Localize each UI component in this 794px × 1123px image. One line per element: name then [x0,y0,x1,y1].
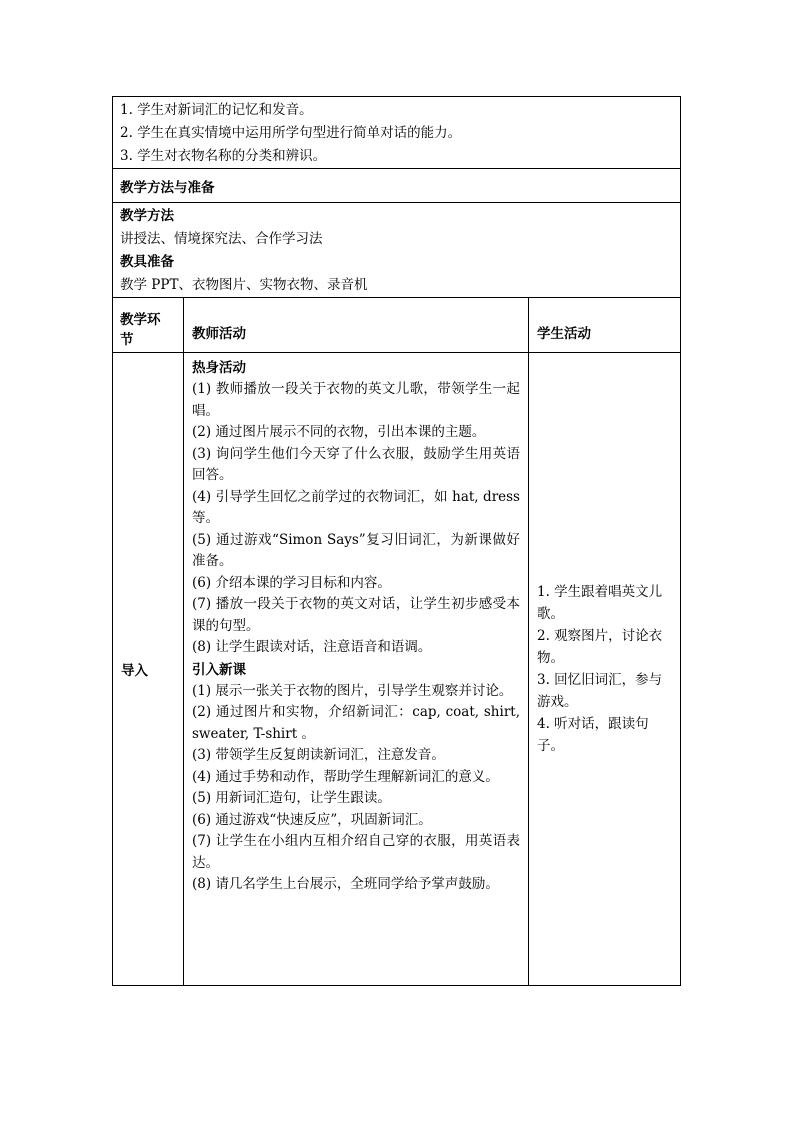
methods-prep-block [112,202,681,298]
student-activity-item: 3. 回忆旧词汇，参与游戏。 [537,672,663,710]
warmup-step: (5) 通过游戏“Simon Says”复习旧词汇，为新课做好准备。 [192,531,520,569]
student-activity-cell [529,353,681,986]
student-activity-item: 2. 观察图片，讨论衣物。 [537,628,663,666]
teacher-activity-cell [184,353,529,986]
stage-cell: 导入 [113,353,184,986]
warmup-step: (3) 询问学生他们今天穿了什么衣服，鼓励学生用英语回答。 [192,445,520,483]
student-header: 学生活动 [529,298,681,353]
new-lesson-step: (5) 用新词汇造句，让学生跟读。 [192,790,391,806]
warmup-step: (8) 让学生跟读对话，注意语音和语调。 [192,639,432,655]
warmup-step: (4) 引导学生回忆之前学过的衣物词汇，如 hat, dress 等。 [192,488,520,526]
new-lesson-title: 引入新课 [192,661,246,678]
new-lesson-step: (7) 让学生在小组内互相介绍自己穿的衣服，用英语表达。 [192,833,520,871]
objective-item: 2. 学生在真实情境中运用所学句型进行简单对话的能力。 [120,125,462,141]
activity-table [112,297,681,986]
methods-heading: 教学方法 [120,208,174,224]
document-page [112,96,681,298]
warmup-step: (2) 通过图片展示不同的衣物，引出本课的主题。 [192,424,486,440]
methods-text: 讲授法、情境探究法、合作学习法 [120,231,323,247]
warmup-step: (6) 介绍本课的学习目标和内容。 [192,574,391,591]
new-lesson-step: (3) 带领学生反复朗读新词汇，注意发音。 [192,747,445,763]
section-title: 教学方法与准备 [120,180,215,196]
objective-item: 1. 学生对新词汇的记忆和发音。 [120,102,313,118]
table-header-row [113,298,681,353]
tools-text: 教学 PPT、衣物图片、实物衣物、录音机 [120,277,368,293]
table-row [113,353,681,986]
stage-header: 教学环 节 [113,298,184,353]
new-lesson-step: (2) 通过图片和实物，介绍新词汇：cap, coat, shirt, sweater, T-shirt 。 [192,704,520,742]
tools-heading: 教具准备 [120,254,174,270]
new-lesson-step: (8) 请几名学生上台展示，全班同学给予掌声鼓励。 [192,876,499,892]
warmup-step: (7) 播放一段关于衣物的英文对话，让学生初步感受本课的句型。 [192,596,520,634]
methods-section-title-cell [112,168,681,202]
teacher-header: 教师活动 [184,298,529,353]
objective-item: 3. 学生对衣物名称的分类和辨识。 [120,148,327,164]
warmup-title: 热身活动 [192,360,246,376]
warmup-step: (1) 教师播放一段关于衣物的英文儿歌，带领学生一起唱。 [192,381,520,419]
new-lesson-step: (1) 展示一张关于衣物的图片，引导学生观察并讨论。 [192,682,513,699]
student-activity-item: 4. 听对话，跟读句子。 [537,716,649,754]
new-lesson-step: (6) 通过游戏“快速反应”，巩固新词汇。 [192,811,432,828]
new-lesson-step: (4) 通过手势和动作，帮助学生理解新词汇的意义。 [192,768,499,785]
student-activity-item: 1. 学生跟着唱英文儿歌。 [537,584,663,622]
objectives-block [112,96,681,168]
